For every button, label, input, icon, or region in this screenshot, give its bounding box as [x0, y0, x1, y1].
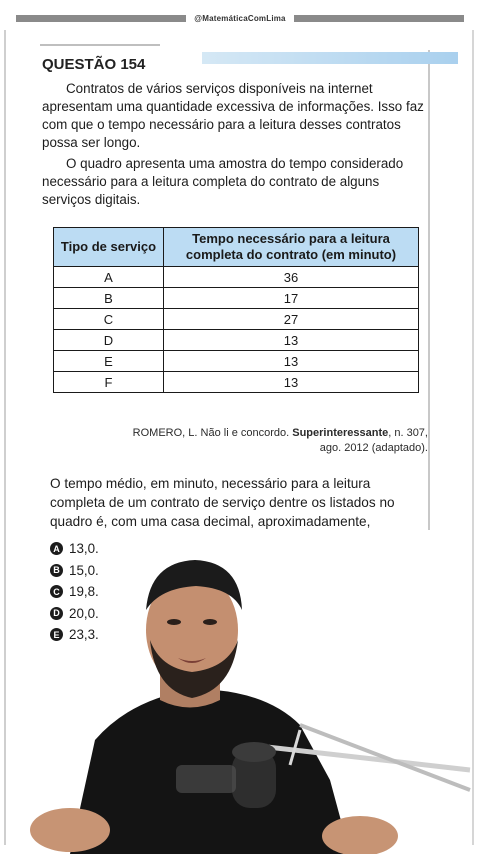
time-cell: 36 — [164, 267, 419, 288]
source-publication: Superinteressante — [292, 427, 389, 439]
presenter-video-overlay — [0, 540, 480, 854]
channel-handle: @MatemáticaComLima — [194, 13, 286, 23]
service-cell: C — [54, 309, 164, 330]
time-cell: 27 — [164, 309, 419, 330]
source-prefix: ROMERO, L. Não li e concordo. — [132, 427, 290, 439]
question-title: QUESTÃO 154 — [42, 56, 146, 73]
option-letter-badge: D — [50, 607, 63, 620]
table-row — [54, 288, 419, 309]
table-row — [54, 330, 419, 351]
service-cell: D — [54, 330, 164, 351]
option-letter-badge: A — [50, 542, 63, 555]
option-letter-badge: E — [50, 628, 63, 641]
table-header-row — [54, 228, 419, 267]
option-text: 23,3. — [69, 627, 99, 643]
table-intro-paragraph: O quadro apresenta uma amostra do tempo considerado necessário para a leitura completa do contrato de alguns serviços digitais. — [42, 156, 404, 207]
contract-time-table — [53, 227, 419, 393]
header-service-type: Tipo de serviço — [54, 228, 164, 267]
time-cell: 13 — [164, 351, 419, 372]
option-text: 13,0. — [69, 541, 99, 557]
banner-line-right — [294, 15, 464, 22]
service-cell: A — [54, 267, 164, 288]
option-text: 20,0. — [69, 605, 99, 621]
presenter-figure — [0, 540, 480, 854]
table-row — [54, 372, 419, 393]
header-accent-bar — [202, 52, 458, 64]
option-letter-badge: B — [50, 564, 63, 577]
question-header — [40, 56, 420, 76]
banner-line-left — [16, 15, 186, 22]
option-letter-badge: C — [50, 585, 63, 598]
table-row — [54, 309, 419, 330]
page-edge-shadow — [428, 50, 430, 530]
service-cell: E — [54, 351, 164, 372]
channel-banner — [16, 12, 464, 24]
time-cell: 13 — [164, 330, 419, 351]
header-reading-time: Tempo necessário para a leitura completa do contrato (em minuto) — [164, 228, 419, 267]
table-row — [54, 351, 419, 372]
option-text: 15,0. — [69, 562, 99, 578]
time-cell: 13 — [164, 372, 419, 393]
source-suffix: , n. 307, ago. 2012 (adaptado). — [319, 427, 428, 454]
question-prompt: O tempo médio, em minuto, necessário para a leitura completa de um contrato de serviço dentre os listados no quadro é, com uma casa decimal, aproximadamente, — [50, 476, 395, 529]
service-cell: F — [54, 372, 164, 393]
option-text: 19,8. — [69, 584, 99, 600]
time-cell: 17 — [164, 288, 419, 309]
header-rule — [40, 44, 160, 46]
source-citation — [120, 426, 428, 456]
table-row — [54, 267, 419, 288]
intro-paragraph: Contratos de vários serviços disponíveis na internet apresentam uma quantidade excessiva de informações. Isso faz com que o tempo necessário para a leitura desses contratos possa ser longo. — [42, 81, 424, 150]
service-cell: B — [54, 288, 164, 309]
